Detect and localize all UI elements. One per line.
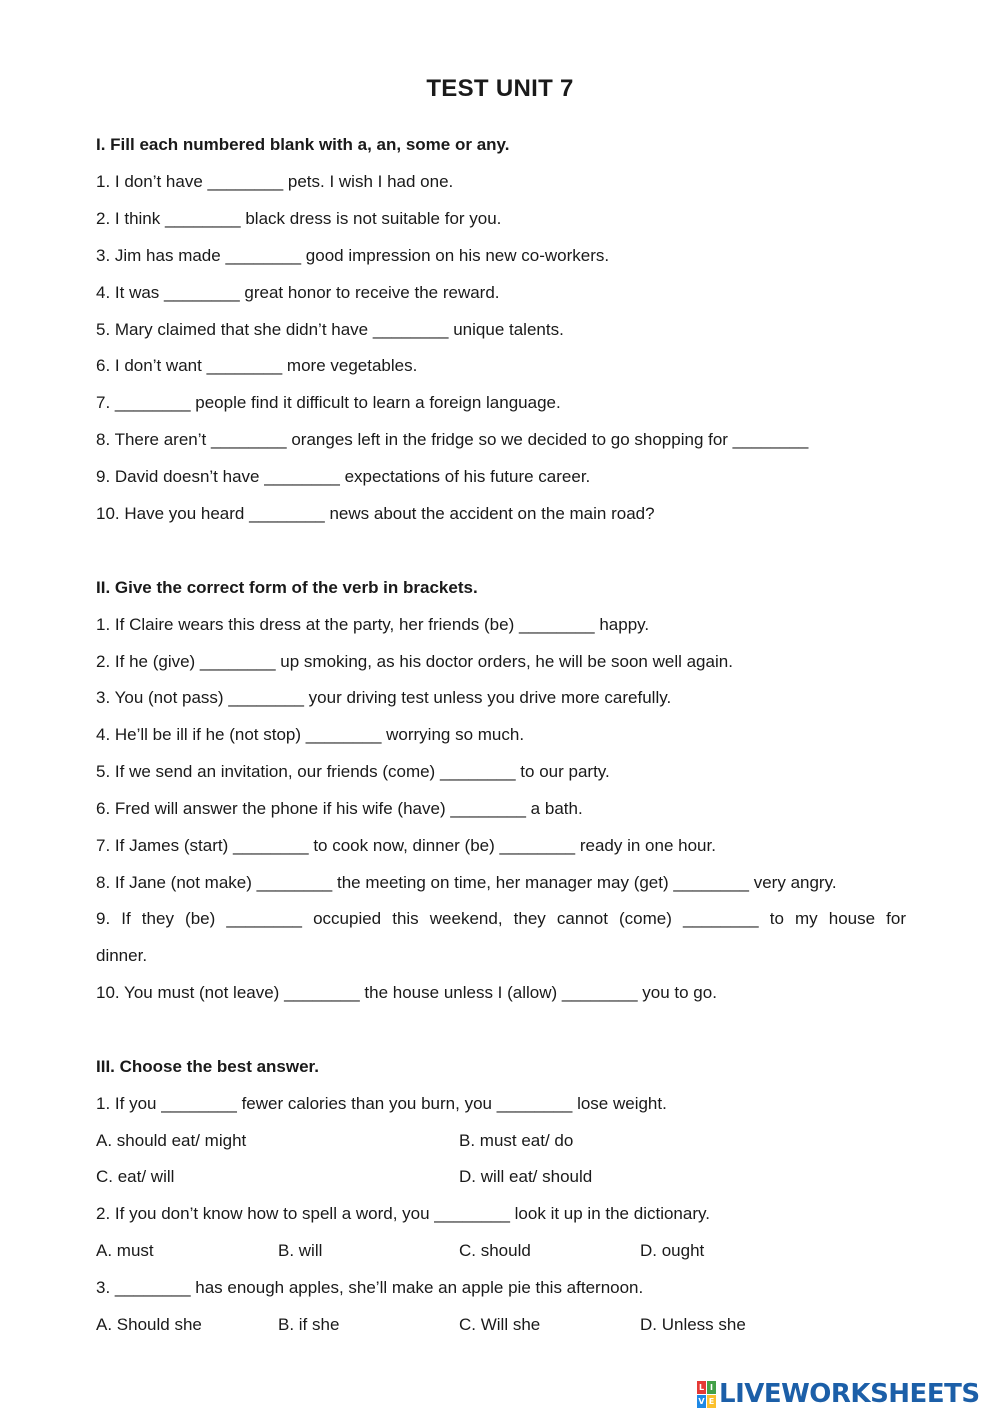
section-1-item: 1. I don’t have ________ pets. I wish I had one. [96,172,454,191]
section-3-heading: III. Choose the best answer. [96,1057,319,1076]
q3-option-b[interactable]: B. if she [278,1315,340,1334]
section-1-item: 10. Have you heard ________ news about the accident on the main road? [96,504,655,523]
section-2-item: 7. If James (start) ________ to cook now, dinner (be) ________ ready in one hour. [96,836,716,855]
q1-option-c[interactable]: C. eat/ will [96,1167,175,1186]
logo-mark-letter: I [707,1381,716,1394]
section-2-item: 2. If he (give) ________ up smoking, as his doctor orders, he will be soon well again. [96,652,733,671]
section-1-item: 7. ________ people find it difficult to learn a foreign language. [96,393,561,412]
section-2-item-continued: dinner. [96,946,148,965]
question-1: 1. If you ________ fewer calories than you burn, you ________ lose weight. [96,1094,667,1113]
q2-option-a[interactable]: A. must [96,1241,154,1260]
q2-option-b[interactable]: B. will [278,1241,323,1260]
q3-option-c[interactable]: C. Will she [459,1315,541,1334]
logo-mark-icon [697,1381,716,1408]
section-1-item: 4. It was ________ great honor to receive the reward. [96,283,500,302]
logo-text: LIVEWORKSHEETS [719,1379,980,1409]
section-1-heading: I. Fill each numbered blank with a, an, some or any. [96,135,510,154]
section-1-item: 8. There aren’t ________ oranges left in the fridge so we decided to go shopping for ________ [96,430,809,449]
logo-mark-letter: L [698,1382,705,1392]
liveworksheets-logo [697,1380,980,1408]
q3-option-a[interactable]: A. Should she [96,1315,202,1334]
q2-option-c[interactable]: C. should [459,1241,531,1260]
q1-option-d[interactable]: D. will eat/ should [459,1167,593,1186]
logo-mark-letter: E [708,1396,715,1406]
section-2-item: 1. If Claire wears this dress at the party, her friends (be) ________ happy. [96,615,650,634]
section-2-item: 5. If we send an invitation, our friends (come) ________ to our party. [96,762,610,781]
section-2-item: 8. If Jane (not make) ________ the meeting on time, her manager may (get) ________ very angry. [96,873,837,892]
section-2-item: 4. He’ll be ill if he (not stop) ________ worrying so much. [96,725,525,744]
question-2: 2. If you don’t know how to spell a word, you ________ look it up in the dictionary. [96,1204,710,1223]
section-1-item: 6. I don’t want ________ more vegetables. [96,356,418,375]
section-2-heading: II. Give the correct form of the verb in brackets. [96,578,478,597]
q1-option-a[interactable]: A. should eat/ might [96,1131,247,1150]
q3-option-d[interactable]: D. Unless she [640,1315,746,1334]
section-1-item: 9. David doesn’t have ________ expectations of his future career. [96,467,591,486]
question-3: 3. ________ has enough apples, she’ll make an apple pie this afternoon. [96,1278,644,1297]
section-1-item: 2. I think ________ black dress is not suitable for you. [96,209,502,228]
page-title: TEST UNIT 7 [426,75,574,102]
logo-mark-letter: V [698,1396,705,1406]
section-1-item: 3. Jim has made ________ good impression on his new co-workers. [96,246,610,265]
q2-option-d[interactable]: D. ought [640,1241,705,1260]
section-2-item: 9. If they (be) ________ occupied this weekend, they cannot (come) ________ to my house for [96,909,906,928]
section-2-item: 10. You must (not leave) ________ the house unless I (allow) ________ you to go. [96,983,717,1002]
section-2-item: 3. You (not pass) ________ your driving test unless you drive more carefully. [96,688,672,707]
q1-option-b[interactable]: B. must eat/ do [459,1131,574,1150]
section-2-item: 6. Fred will answer the phone if his wife (have) ________ a bath. [96,799,583,818]
section-1-item: 5. Mary claimed that she didn’t have ________ unique talents. [96,320,564,339]
